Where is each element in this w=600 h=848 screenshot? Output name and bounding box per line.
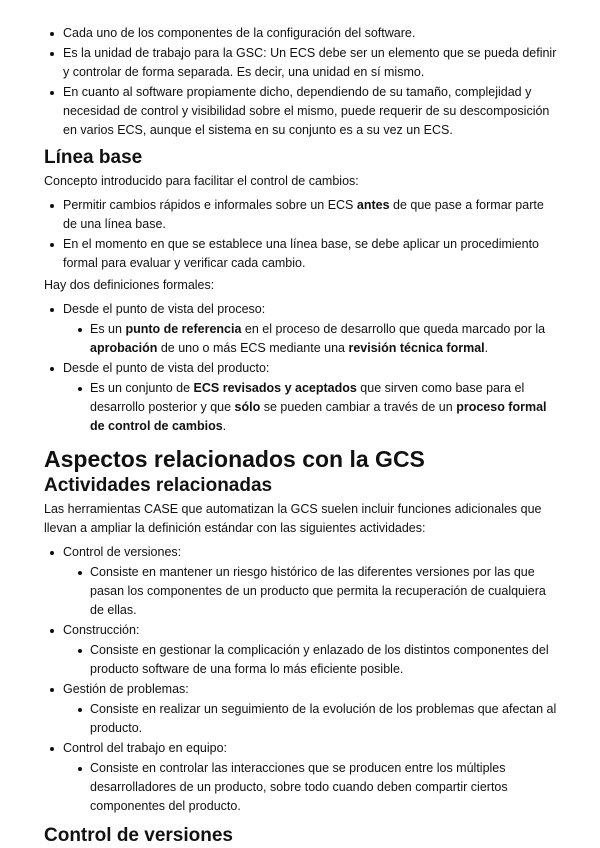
list-item: Control de versiones: <box>44 543 558 562</box>
list-subitem: Es un conjunto de ECS revisados y aceptados que sirven como base para el desarrollo posterior y que sólo se pueden cambiar a través de un proceso formal de control de cambios. <box>44 379 558 436</box>
list-subitem: Consiste en controlar las interacciones que se producen entre los múltiples desarrolladores de un producto, sobre todo cuando deben compartir ciertos componentes del producto. <box>44 759 558 816</box>
ecs-definition-list <box>44 24 558 140</box>
section-heading-linea-base: Línea base <box>44 147 143 168</box>
list-item: Desde el punto de vista del producto: <box>44 359 558 378</box>
list-item: Permitir cambios rápidos e informales sobre un ECS antes de que pase a formar parte de una línea base. <box>44 196 558 234</box>
linea-base-intro: Concepto introducido para facilitar el control de cambios: <box>44 174 359 188</box>
activities-list <box>44 543 558 816</box>
list-subitem: Consiste en realizar un seguimiento de la evolución de los problemas que afectan al producto. <box>44 700 558 738</box>
subheading-actividades: Actividades relacionadas <box>44 475 273 496</box>
section-heading-aspectos: Aspectos relacionados con la GCS <box>44 446 425 472</box>
definitions-intro: Hay dos definiciones formales: <box>44 278 215 292</box>
actividades-intro: Las herramientas CASE que automatizan la GCS suelen incluir funciones adicionales que llevan a ampliar la definición estándar con las siguientes actividades: <box>44 502 542 535</box>
list-item: Control del trabajo en equipo: <box>44 739 558 758</box>
list-item: Gestión de problemas: <box>44 680 558 699</box>
definitions-list <box>44 300 558 436</box>
linea-base-list <box>44 196 558 273</box>
list-item: Desde el punto de vista del proceso: <box>44 300 558 319</box>
list-item: En cuanto al software propiamente dicho, dependiendo de su tamaño, complejidad y necesidad de control y visibilidad sobre el mismo, puede requerir de su descomposición en varios ECS, aunque el sistema en su conjunto es a su vez un ECS. <box>44 83 558 140</box>
list-subitem: Consiste en gestionar la complicación y enlazado de los distintos componentes del producto software de una forma lo más eficiente posible. <box>44 641 558 679</box>
list-item: En el momento en que se establece una línea base, se debe aplicar un procedimiento formal para evaluar y verificar cada cambio. <box>44 235 558 273</box>
list-subitem: Consiste en mantener un riesgo histórico de las diferentes versiones por las que pasan los componentes de un producto que permita la recuperación de cualquiera de ellas. <box>44 563 558 620</box>
list-item: Construcción: <box>44 621 558 640</box>
list-item: Cada uno de los componentes de la configuración del software. <box>44 24 558 43</box>
list-item: Es la unidad de trabajo para la GSC: Un ECS debe ser un elemento que se pueda definir y controlar de forma separada. Es decir, una unidad en sí mismo. <box>44 44 558 82</box>
section-heading-control-versiones: Control de versiones <box>44 825 233 846</box>
list-subitem: Es un punto de referencia en el proceso de desarrollo que queda marcado por la aprobación de uno o más ECS mediante una revisión técnica formal. <box>44 320 558 358</box>
